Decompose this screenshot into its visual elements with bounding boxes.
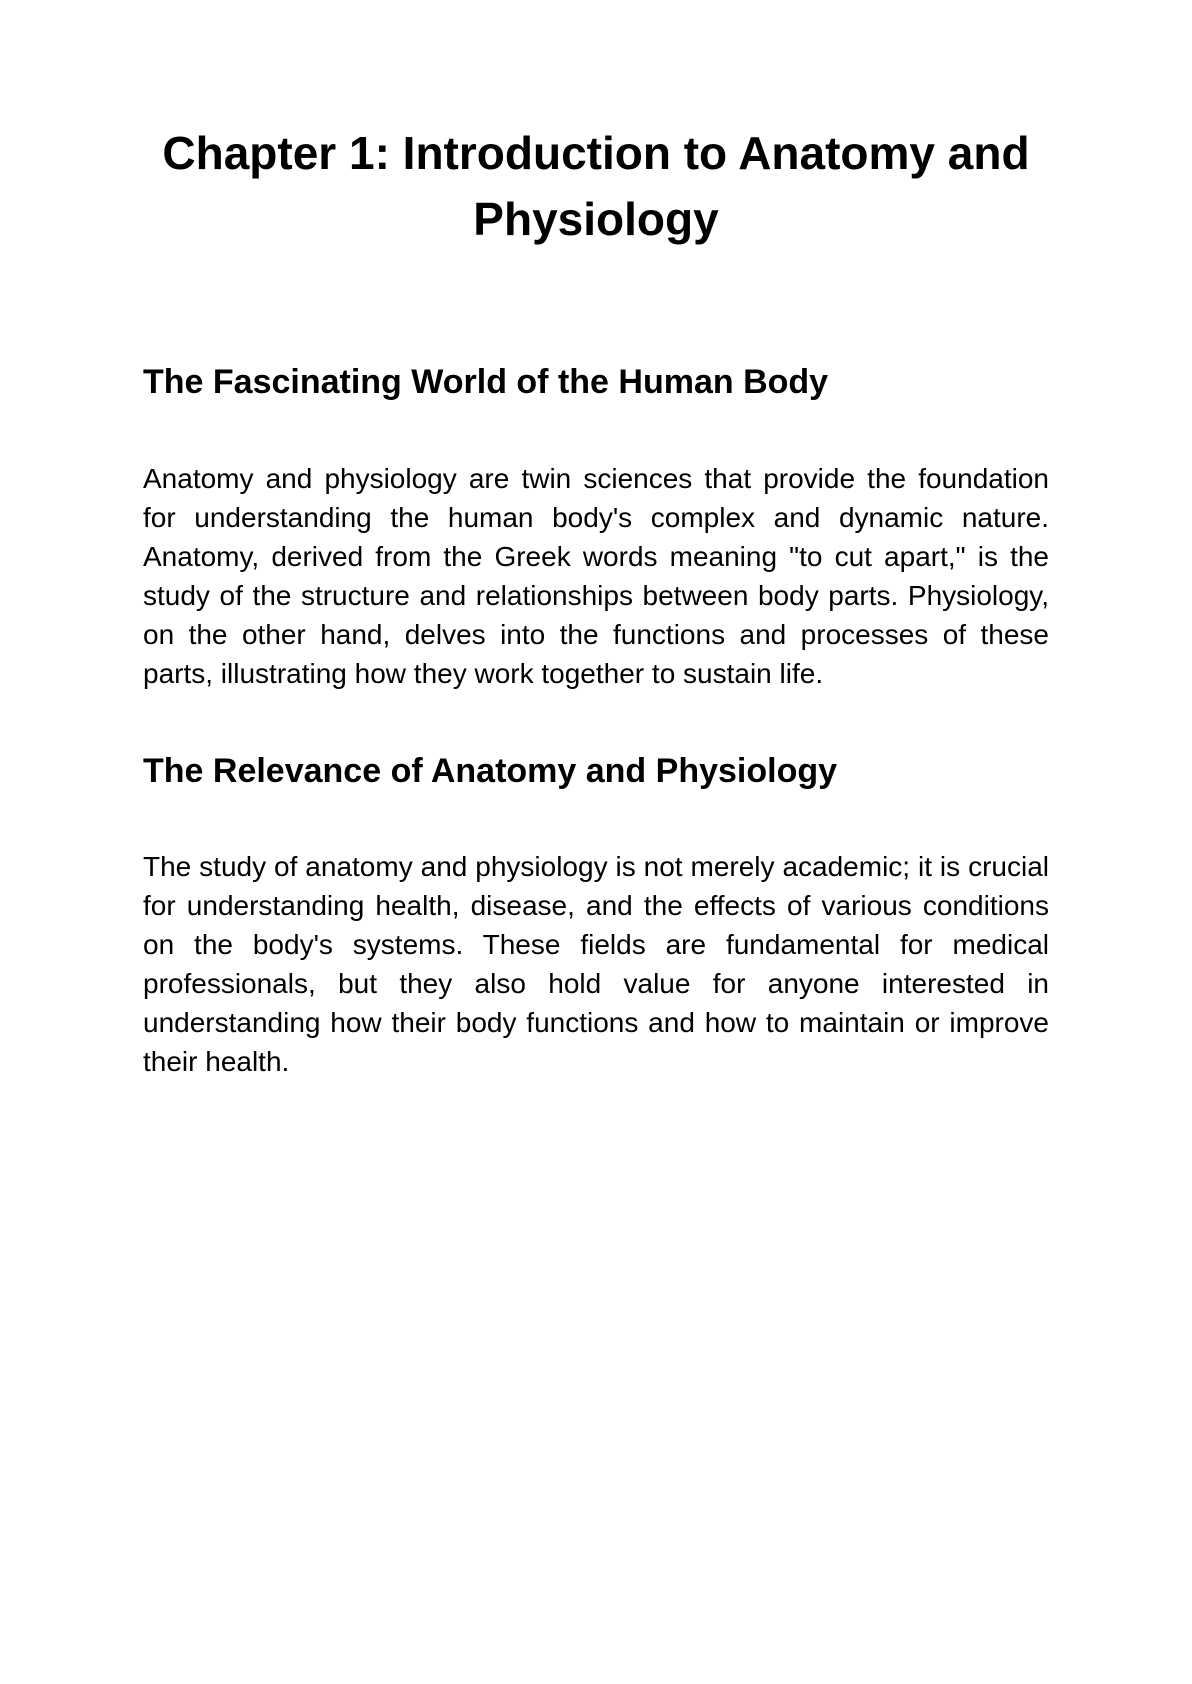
section-heading-relevance: The Relevance of Anatomy and Physiology: [143, 751, 838, 790]
section-paragraph-relevance: The study of anatomy and physiology is not merely academic; it is crucial for understanding health, disease, and the effects of various conditions on the body's systems. These fields are fundamental for medical professionals, but they also hold value for anyone interested in understanding how their body functions and how to maintain or improve their health.: [143, 850, 1049, 1077]
section-relevance: [143, 749, 1049, 1081]
section-heading-fascinating-world: The Fascinating World of the Human Body: [143, 363, 829, 402]
section-paragraph-fascinating-world: Anatomy and physiology are twin sciences that provide the foundation for understanding the human body's complex and dynamic nature. Anatomy, derived from the Greek words meaning "to cut apart," is the study of the structure and relationships between body parts. Physiology, on the other hand, delves into the functions and processes of these parts, illustrating how they work together to sustain life.: [143, 462, 1049, 689]
chapter-title: Chapter 1: Introduction to Anatomy and Physiology: [162, 127, 1030, 246]
section-fascinating-world: [143, 360, 1049, 692]
